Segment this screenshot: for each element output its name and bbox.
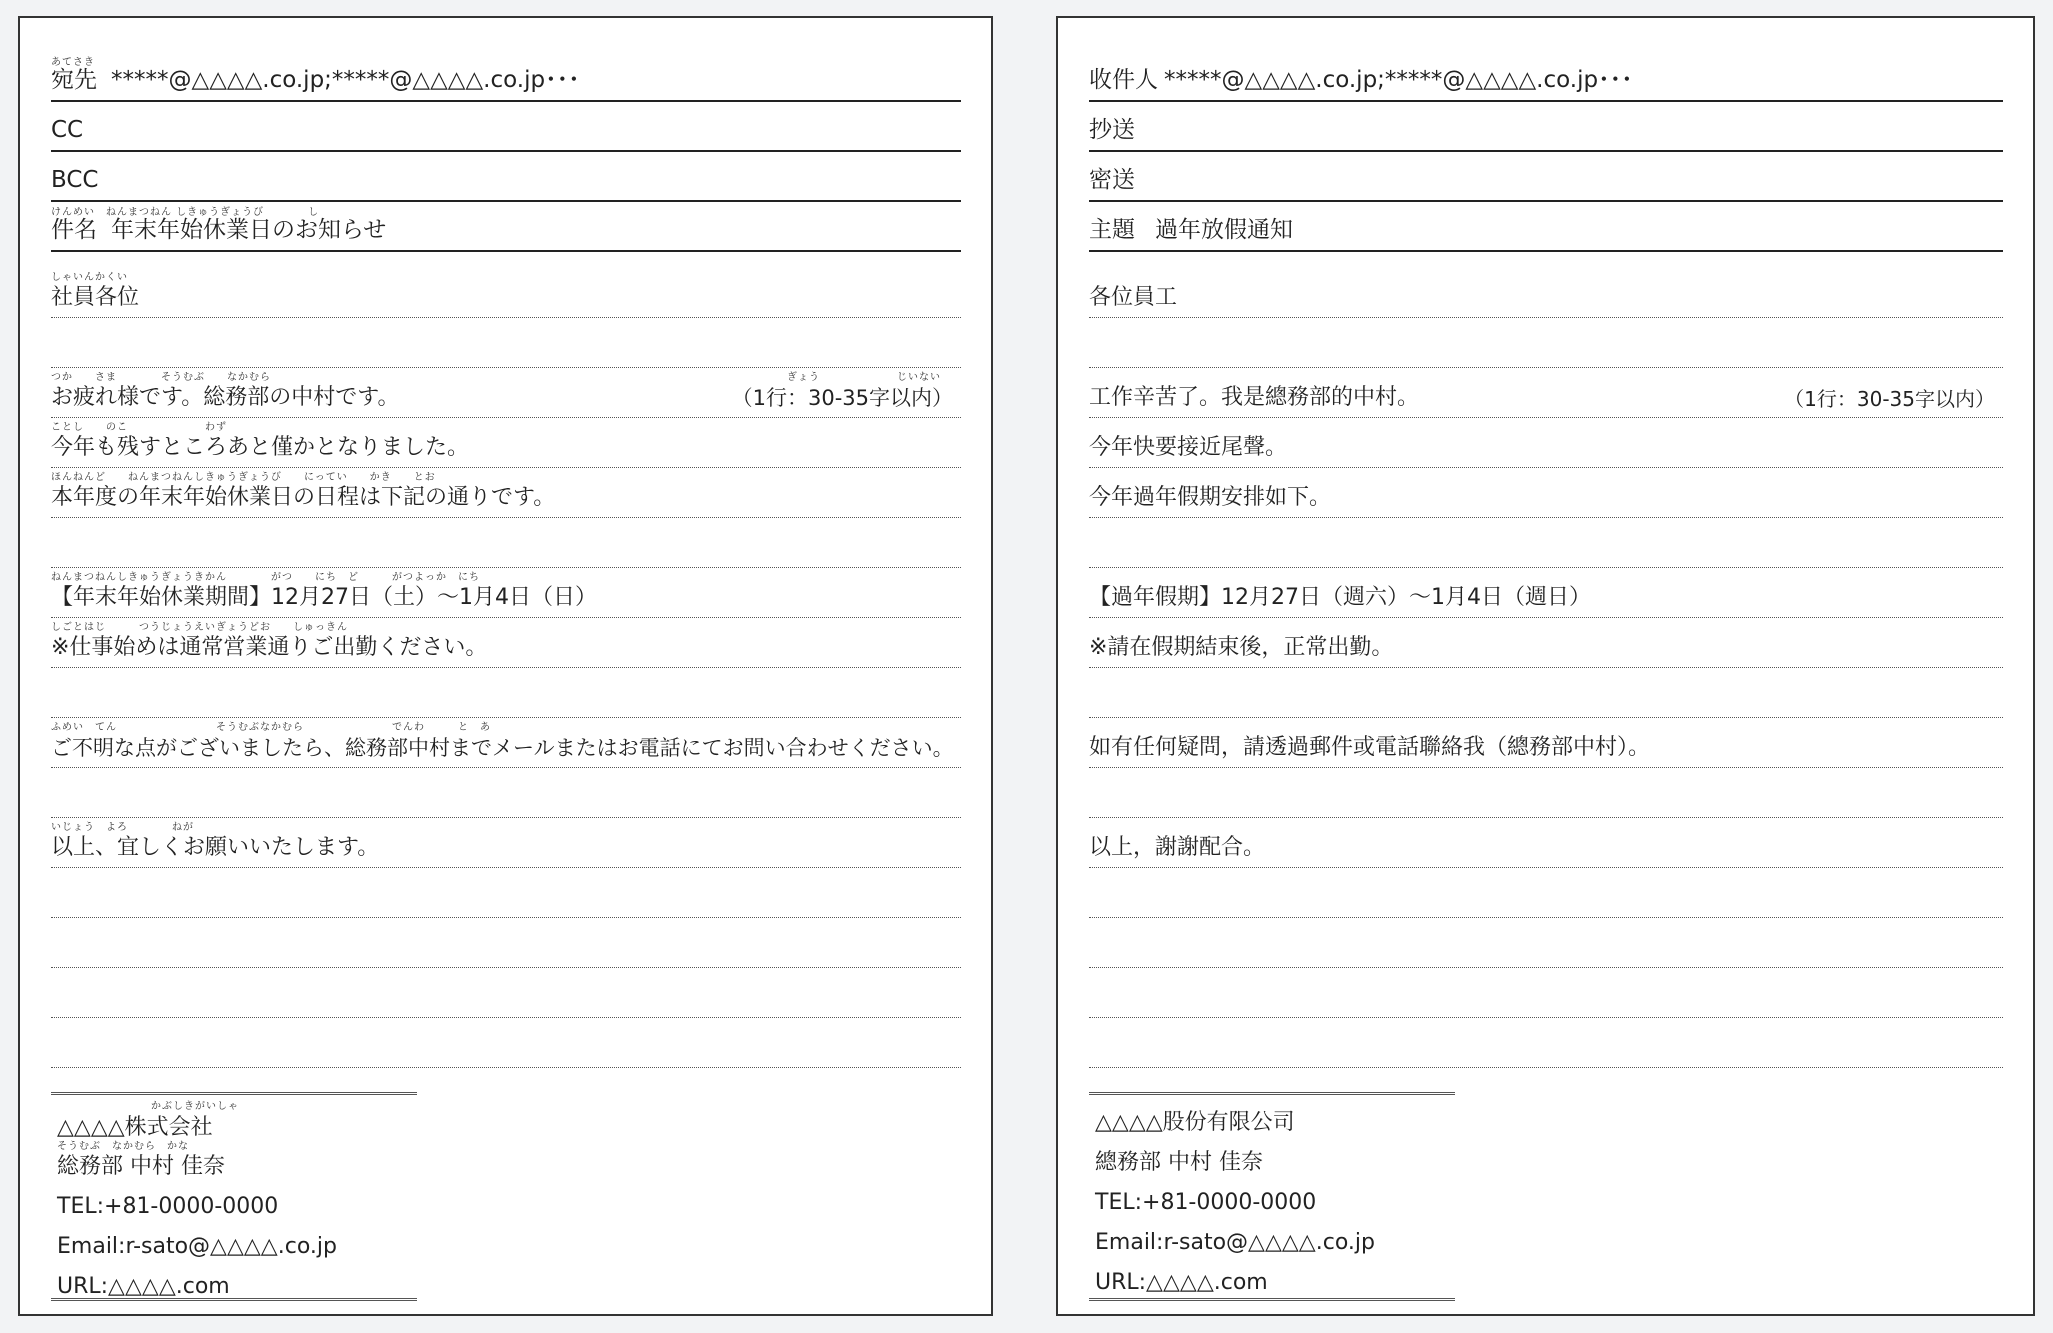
body-line-contact [1089,718,2003,768]
body-line-blank [51,868,961,918]
work-text: ※請在假期結束後，正常出勤。 [1089,635,1394,660]
signature-bottom-rule [51,1298,417,1301]
greeting-ruby: しゃいんかくい [51,272,128,283]
greeting-text: 各位員工 [1089,285,1178,310]
line1-ruby: つか さま そうむぶ なかむら [51,372,271,383]
signature-block [51,1092,417,1302]
body-line-blank [1089,518,2003,568]
signature-name: 総務部 中村 佳奈 [57,1154,225,1179]
line-note-ruby: ぎょう じいない [787,372,941,383]
holiday-text: 【過年假期】12月27日（週六）～1月4日（週日） [1089,585,1591,610]
signature-top-rule [1089,1092,1455,1095]
work-text: ※仕事始めは通常営業通りご出勤ください。 [51,635,488,660]
cc-field[interactable] [51,102,961,152]
closing-text: 以上、宜しくお願いいたします。 [51,835,380,860]
cc-label: 抄送 [1089,117,1135,143]
body-line-blank [1089,868,2003,918]
line3-ruby: ほんねんど ねんまつねんしきゅうぎょうび にってい かき とお [51,472,436,483]
body-line-blank [51,518,961,568]
signature-email: Email:r-sato@△△△△.co.jp [57,1234,337,1259]
body-line-blank [1089,318,2003,368]
body-line-1 [1089,368,2003,418]
body-line-holiday [51,568,961,618]
bcc-label: 密送 [1089,167,1135,193]
subject-value: 過年放假通知 [1155,217,1293,243]
to-label: 宛先 [51,67,97,93]
bcc-label: BCC [51,167,99,193]
subject-field[interactable] [51,202,961,252]
signature-url: URL:△△△△.com [57,1274,230,1299]
line2-text: 今年快要接近尾聲。 [1089,435,1288,460]
line3-text: 本年度の年末年始休業日の日程は下記の通りです。 [51,485,556,510]
subject-label: 件名 [51,217,97,243]
bcc-field[interactable] [51,152,961,202]
line-length-note: （1行：30-35字以内） [1784,387,1995,411]
body-line-blank [51,668,961,718]
body-line-closing [1089,818,2003,868]
chinese-email-template [1056,16,2035,1316]
signature-email: Email:r-sato@△△△△.co.jp [1095,1230,1375,1255]
body-line-blank [1089,968,2003,1018]
japanese-email-template [18,16,993,1316]
line3-text: 今年過年假期安排如下。 [1089,485,1332,510]
greeting-text: 社員各位 [51,285,140,310]
line1-text: 工作辛苦了。我是總務部的中村。 [1089,385,1420,410]
body-line-holiday [1089,568,2003,618]
body-line-3 [51,468,961,518]
subject-value: 年末年始休業日のお知らせ [111,217,387,243]
body-line-blank [51,768,961,818]
line2-ruby: ことし のこ わず [51,422,227,433]
to-value: *****@△△△△.co.jp;*****@△△△△.co.jp･･･ [111,67,580,93]
signature-tel: TEL:+81-0000-0000 [1095,1190,1317,1215]
closing-text: 以上，謝謝配合。 [1089,835,1266,860]
body-line-blank [1089,768,2003,818]
cc-label: CC [51,117,84,143]
company-ruby: かぶしきがいしゃ [151,1101,239,1112]
work-ruby: しごとはじ つうじょうえいぎょうどお しゅっきん [51,622,348,633]
body-line-work [51,618,961,668]
body-line-closing [51,818,961,868]
body-line-2 [51,418,961,468]
to-field[interactable] [51,52,961,102]
signature-tel: TEL:+81-0000-0000 [57,1194,279,1219]
body-line-3 [1089,468,2003,518]
line-length-note: （1行：30-35字以内） [731,386,953,410]
body-line-1 [51,368,961,418]
contact-text: 如有任何疑問，請透過郵件或電話聯絡我（總務部中村）。 [1089,735,1651,760]
body-line-blank [1089,1018,2003,1068]
body-line-work [1089,618,2003,668]
subject-field[interactable] [1089,202,2003,252]
signature-name-ruby: そうむぶ なかむら かな [57,1141,189,1152]
signature-name: 總務部 中村 佳奈 [1095,1150,1263,1175]
body-line-contact [51,718,961,768]
signature-url: URL:△△△△.com [1095,1270,1268,1295]
closing-ruby: いじょう よろ ねが [51,822,194,833]
contact-text: ご不明な点がございましたら、総務部中村までメールまたはお電話にてお問い合わせください。 [51,736,954,760]
to-value: *****@△△△△.co.jp;*****@△△△△.co.jp･･･ [1164,67,1633,93]
subject-label: 主題 [1089,217,1135,243]
signature-company: △△△△股份有限公司 [1095,1110,1295,1135]
body-line-greeting [1089,268,2003,318]
line2-text: 今年も残すところあと僅かとなりました。 [51,435,470,460]
line1-text: お疲れ様です。総務部の中村です。 [51,385,400,410]
signature-company: △△△△株式会社 [57,1115,213,1140]
holiday-ruby: ねんまつねんしきゅうぎょうきかん がつ にち ど がつよっか にち [51,572,480,583]
to-label: 收件人 [1089,67,1158,93]
subject-ruby: けんめい ねんまつねん しきゅうぎょうび し [51,207,320,218]
body-line-blank [1089,668,2003,718]
body-line-2 [1089,418,2003,468]
bcc-field[interactable] [1089,152,2003,202]
body-line-blank [51,968,961,1018]
signature-top-rule [51,1092,417,1095]
to-field[interactable] [1089,52,2003,102]
body-line-blank [1089,918,2003,968]
signature-block [1089,1092,1455,1302]
contact-ruby: ふめい てん そうむぶなかむら でんわ と あ [51,722,491,733]
body-line-blank [51,918,961,968]
body-line-blank [51,1018,961,1068]
signature-bottom-rule [1089,1298,1455,1301]
body-line-greeting [51,268,961,318]
cc-field[interactable] [1089,102,2003,152]
holiday-text: 【年末年始休業期間】12月27日（土）～1月4日（日） [51,585,597,610]
body-line-blank [51,318,961,368]
to-ruby: あてさき [51,57,95,68]
